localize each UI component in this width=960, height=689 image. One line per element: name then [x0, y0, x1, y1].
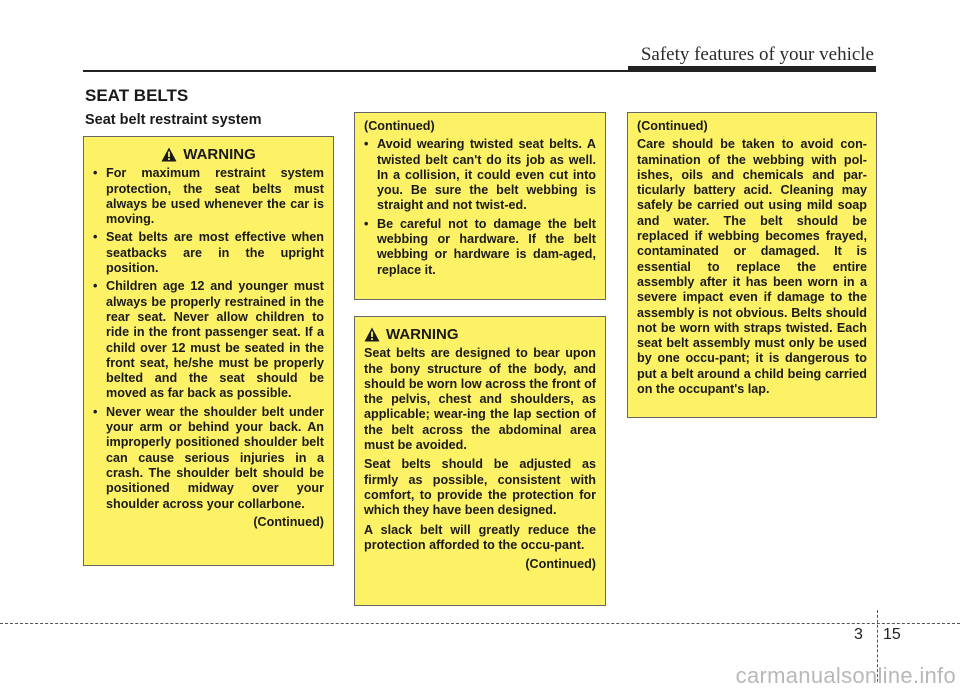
- continued-label: (Continued): [364, 119, 435, 133]
- list-item: • Children age 12 and younger must always be properly restrained in the rear seat. Never allow children to ride in the front passenger seat. If a child over 12 must be seated in the front seat, he/she must be properly belted and the seat should be moved as far back as possible.: [93, 279, 324, 401]
- warning-box-restraint: [83, 136, 334, 566]
- warning-triangle-icon: [364, 327, 380, 342]
- warning-heading-text: WARNING: [183, 146, 256, 163]
- warning-box-belt-fit: [354, 316, 606, 606]
- continued-label: (Continued): [637, 119, 708, 133]
- list-item: • Never wear the shoulder belt under your arm or behind your back. An improperly positioned shoulder belt can cause serious injuries in a crash. The shoulder belt should be positioned midway over your shoulder across your collarbone.: [93, 405, 324, 512]
- warning-box-continued-bullets: [354, 112, 606, 300]
- list-item: • Be careful not to damage the belt webbing or hardware. If the belt webbing or hardware is dam-aged, replace it.: [364, 217, 596, 278]
- section-title: SEAT BELTS: [85, 86, 189, 105]
- continued-label: (Continued): [525, 557, 596, 572]
- header-rule-accent: [628, 66, 876, 72]
- watermark: carmanualsonline.info: [735, 663, 956, 688]
- subsection-title: Seat belt restraint system: [85, 112, 262, 128]
- warning-bullet-list: [364, 137, 596, 278]
- list-item: • Seat belts are most effective when seatbacks are in the upright position.: [93, 230, 324, 276]
- warning-heading: [364, 327, 596, 342]
- warning-paragraph: Care should be taken to avoid con-tamination of the webbing with pol-ishes, oils and chemicals and par-ticularly battery acid. Cleaning may safely be carried out using mild soap and water. The belt should be replaced if webbing becomes frayed, contaminated or damaged. It is essential to replace the entire assembly after it has been worn in a severe impact even if damage to the assembly is not obvious. Belts should not be worn with straps twisted. Each seat belt assembly must only be used by one occu-pant; it is dangerous to put a belt around a child being carried on the occupant's lap.: [637, 137, 867, 397]
- list-item: • For maximum restraint system protection, the seat belts must always be used whenever the car is moving.: [93, 166, 324, 227]
- warning-heading: [93, 147, 324, 162]
- page-number: 15: [883, 626, 901, 643]
- warning-paragraph: Seat belts should be adjusted as firmly as possible, consistent with comfort, to provide the protection for which they have been designed.: [364, 457, 596, 518]
- header-title: Safety features of your vehicle: [640, 44, 874, 65]
- footer-rule: [0, 623, 960, 624]
- warning-paragraph: A slack belt will greatly reduce the protection afforded to the occu-pant.: [364, 522, 596, 552]
- warning-paragraph: Seat belts are designed to bear upon the bony structure of the body, and should be worn low across the front of the pelvis, chest and shoulders, as applicable; wear-ing the lap section of the belt across the abdominal area must be avoided.: [364, 346, 596, 453]
- warning-triangle-icon: [161, 147, 177, 162]
- chapter-number: 3: [854, 626, 863, 643]
- continued-label: (Continued): [253, 514, 324, 529]
- warning-box-belt-care: [627, 112, 877, 418]
- warning-heading-text: WARNING: [386, 326, 459, 343]
- list-item: • Avoid wearing twisted seat belts. A twisted belt can't do its job as well. In a collision, it could even cut into you. Be sure the belt webbing is straight and not twist-ed.: [364, 137, 596, 213]
- warning-bullet-list: [93, 166, 324, 512]
